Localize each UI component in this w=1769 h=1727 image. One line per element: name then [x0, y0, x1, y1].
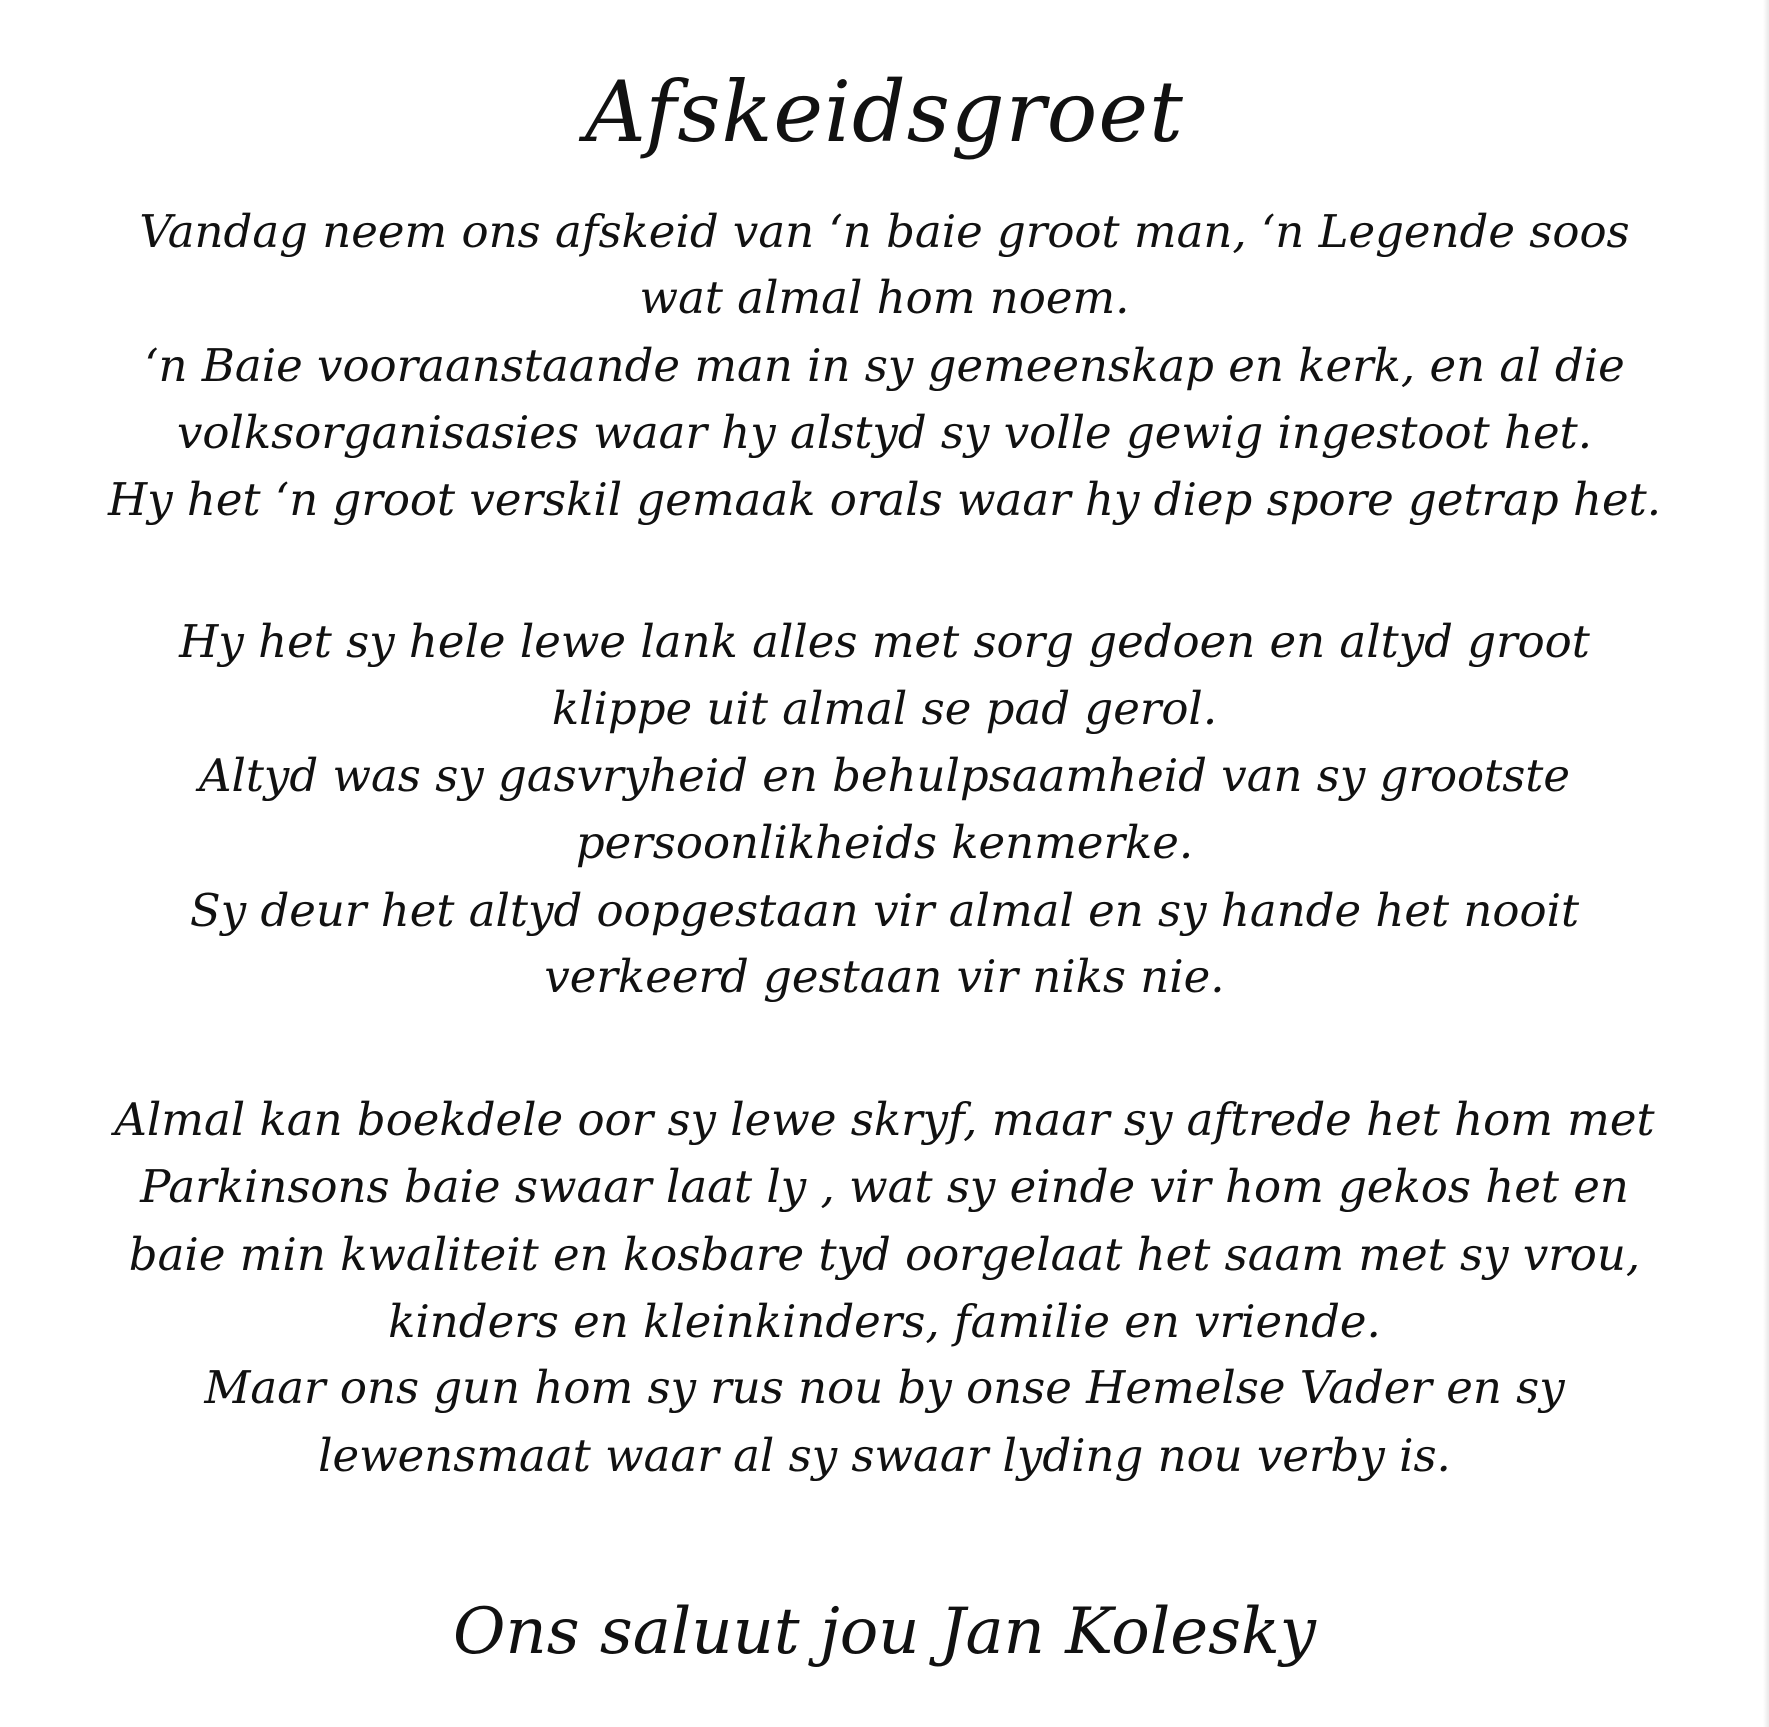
closing-salute: Ons saluut jou Jan Kolesky: [453, 1595, 1316, 1669]
stanza-1-line-4: volksorganisasies waar hy alstyd sy volle gewig ingestoot het.: [176, 406, 1593, 459]
stanza-2-line-4: persoonlikheids kenmerke.: [575, 816, 1194, 869]
stanza-3-line-1: Almal kan boekdele oor sy lewe skryf, maar sy aftrede het hom met: [114, 1093, 1655, 1146]
scan-edge: [1763, 0, 1769, 1727]
stanza-2-line-5: Sy deur het altyd oopgestaan vir almal en sy hande het nooit: [189, 884, 1580, 937]
stanza-2-line-3: Altyd was sy gasvryheid en behulpsaamheid van sy grootste: [198, 749, 1571, 802]
stanza-1-line-1: Vandag neem ons afskeid van ‘n baie groot man, ‘n Legende soos: [139, 205, 1630, 258]
stanza-2-line-1: Hy het sy hele lewe lank alles met sorg gedoen en altyd groot: [179, 615, 1590, 668]
stanza-1-line-3: ‘n Baie vooraanstaande man in sy gemeenskap en kerk, en al die: [144, 339, 1625, 392]
stanza-2-line-6: verkeerd gestaan vir niks nie.: [544, 950, 1225, 1003]
stanza-3-line-4: kinders en kleinkinders, familie en vriende.: [388, 1295, 1381, 1348]
stanza-1-line-5: Hy het ‘n groot verskil gemaak orals waar hy diep spore getrap het.: [107, 473, 1662, 526]
stanza-3-line-6: lewensmaat waar al sy swaar lyding nou verby is.: [318, 1429, 1451, 1482]
stanza-3-line-5: Maar ons gun hom sy rus nou by onse Hemelse Vader en sy: [204, 1361, 1565, 1414]
stanza-3-line-3: baie min kwaliteit en kosbare tyd oorgelaat het saam met sy vrou,: [128, 1228, 1641, 1281]
page-title: Afskeidsgroet: [585, 63, 1184, 161]
stanza-2-line-2: klippe uit almal se pad gerol.: [551, 682, 1218, 735]
stanza-1-line-2: wat almal hom noem.: [639, 271, 1130, 324]
stanza-3-line-2: Parkinsons baie swaar laat ly , wat sy einde vir hom gekos het en: [140, 1160, 1629, 1213]
